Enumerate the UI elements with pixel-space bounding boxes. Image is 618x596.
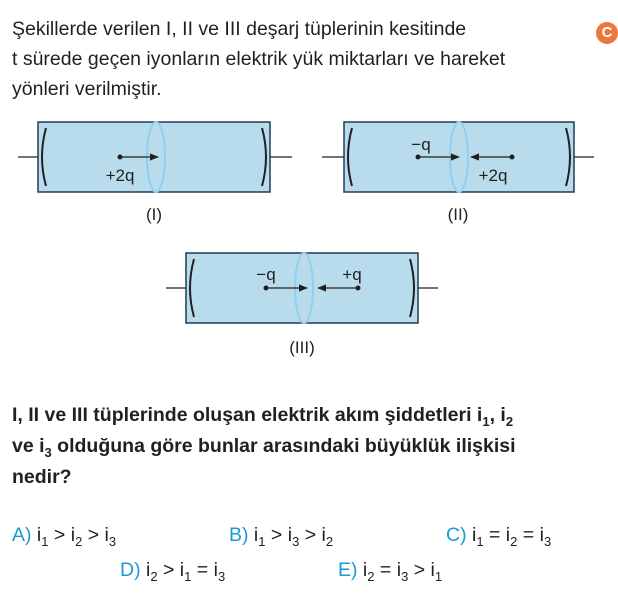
charge-label-neg: −q — [256, 265, 276, 284]
choice-e[interactable]: E) $i_2 = i_3 > i_1$ — [338, 559, 443, 584]
choice-b[interactable]: B) $i_1 > i_3 > i_2$ — [229, 524, 334, 549]
answer-badge: C — [596, 22, 618, 44]
intro-line-2: t sürede geçen iyonların elektrik yük miktarları ve hareket — [12, 48, 506, 70]
intro-line-1: Şekillerde verilen I, II ve III deşarj tüplerinin kesitinde — [12, 18, 467, 40]
choice-a[interactable]: A) $i_1 > i_2 > i_3$ — [12, 524, 117, 549]
tube-label: (I) — [145, 205, 163, 224]
question-line-2: ve $i_3$ olduğuna göre bunlar arasındaki büyüklük ilişkisi — [12, 435, 516, 460]
intro-line-3: yönleri verilmiştir. — [12, 78, 162, 100]
tube-label: (II) — [447, 205, 469, 224]
tube-3 — [166, 253, 438, 357]
charge-label-pos: +q — [342, 265, 362, 284]
charge-label-pos: +2q — [478, 166, 508, 185]
question-line-1: I, II ve III tüplerinde oluşan elektrik akım şiddetleri $i_1$, $i_2$ — [12, 404, 514, 429]
tube-label: (III) — [289, 338, 315, 357]
tube-1 — [18, 122, 292, 224]
tube-2 — [322, 122, 594, 224]
charge-label: +2q — [105, 166, 135, 185]
charge-label-neg: −q — [411, 135, 431, 154]
question-line-3: nedir? — [12, 466, 72, 488]
choice-d[interactable]: D) $i_2 > i_1 = i_3$ — [120, 559, 226, 584]
question-text — [12, 400, 516, 493]
choice-c[interactable]: C) $i_1 = i_2 = i_3$ — [446, 524, 552, 549]
